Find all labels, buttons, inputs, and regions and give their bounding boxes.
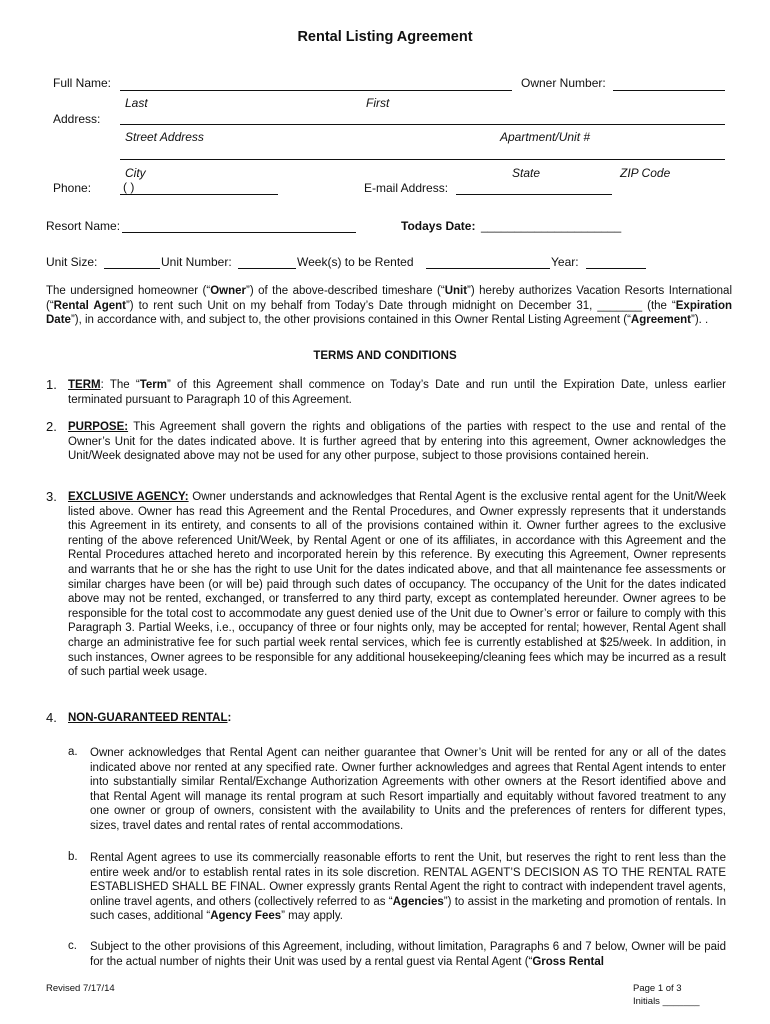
resort-name-label: Resort Name:: [46, 219, 121, 233]
section-4c-body: Subject to the other provisions of this Agreement, including, without limitation, Paragraphs 6 and 7 below, Owner will be paid for the actual number of nights their Unit was used by a rental guest via Rental Agent (“Gross Rental: [90, 941, 726, 968]
terms-heading: TERMS AND CONDITIONS: [313, 350, 457, 362]
street-address-field[interactable]: [120, 124, 725, 125]
owner-term: Owner: [210, 285, 247, 297]
section-1-heading: TERM: [68, 379, 101, 391]
expiration-date-term: Expiration Date: [46, 299, 732, 327]
section-4c-label: c.: [68, 940, 77, 952]
apartment-unit-caption: Apartment/Unit #: [500, 130, 591, 144]
revised-date: Revised 7/17/14: [46, 983, 115, 994]
section-4b-body: Rental Agent agrees to use its commercially reasonable efforts to rent the Unit, but reserves the right to rent less than the entire week and/or to establish rental rates in its sole discretion. RENTAL AGENT’S DECISION AS TO THE RENTAL RATE ESTABLISHED SHALL BE FINAL. Owner expressly grants Rental Agent the right to contract with independent travel agents, online travel agents, and others (collectively referred to as “Agencies”) to assist in the marketing and promotion of rentals. In such cases, additional “Agency Fees” may apply.: [90, 852, 726, 923]
address-label: Address:: [53, 112, 101, 126]
section-2-purpose: PURPOSE: This Agreement shall govern the rights and obligations of the parties with respect to the use and rental of the Owner’s Unit for the dates indicated above. It is further agreed that by entering into this agreement, Owner acknowledges the Unit/Week designated above may not be used for any other purpose, subject to those provisions contained herein.: [68, 421, 726, 463]
street-address-caption: Street Address: [125, 130, 204, 144]
phone-area-code: ( ): [123, 180, 135, 194]
unit-term: Unit: [444, 285, 468, 297]
section-4a-body: Owner acknowledges that Rental Agent can neither guarantee that Owner’s Unit will be rented for any or all of the dates indicated above nor rented at any specified rate. Owner further acknowledges and agrees that Rental Agent intends to enter into substantially similar Rental/Exchange Authorization Agreements with other owners at the Resort identified above and that Rental Agent will manage its rental program at such Resort impartially and equitably without favored treatment to any one owner or group of owners, consistent with the availability to Units and the preferences of renters for different types, sizes, travel dates and rental rates of rental accommodations.: [90, 747, 726, 832]
todays-date-label: Todays Date:: [401, 219, 476, 233]
section-4-number: 4.: [46, 710, 57, 725]
section-1-term: TERM: The “Term” of this Agreement shall commence on Today’s Date and run until the Expiration Date, unless earlier terminated pursuant to Paragraph 10 of this Agreement.: [68, 379, 726, 406]
initials-field[interactable]: Initials _______: [633, 996, 700, 1007]
section-3-number: 3.: [46, 489, 57, 504]
phone-label: Phone:: [53, 181, 92, 195]
full-name-field[interactable]: [120, 90, 512, 91]
section-4a-label: a.: [68, 746, 78, 758]
section-3-heading: EXCLUSIVE AGENCY:: [68, 491, 189, 503]
section-4-heading-line: NON-GUARANTEED RENTAL:: [68, 712, 232, 724]
agreement-term: Agreement: [630, 314, 691, 327]
weeks-rented-field[interactable]: [426, 268, 550, 269]
city-state-zip-field[interactable]: [120, 159, 725, 160]
zip-code-caption: ZIP Code: [620, 166, 671, 180]
phone-field[interactable]: [120, 194, 278, 195]
section-4-heading: NON-GUARANTEED RENTAL: [68, 712, 228, 724]
year-label: Year:: [551, 255, 579, 269]
resort-name-field[interactable]: [122, 232, 356, 233]
unit-size-field[interactable]: [104, 268, 160, 269]
page-number: Page 1 of 3: [633, 983, 682, 994]
email-field[interactable]: [456, 194, 612, 195]
todays-date-field[interactable]: _____________________: [481, 219, 622, 233]
document-title: Rental Listing Agreement: [297, 29, 473, 45]
owner-number-label: Owner Number:: [521, 76, 606, 90]
section-2-heading: PURPOSE:: [68, 421, 129, 433]
section-4b-label: b.: [68, 851, 78, 863]
section-1-number: 1.: [46, 377, 57, 392]
unit-size-label: Unit Size:: [46, 255, 98, 269]
weeks-rented-label: Week(s) to be Rented: [297, 255, 414, 269]
section-2-number: 2.: [46, 419, 57, 434]
unit-number-label: Unit Number:: [161, 255, 232, 269]
intro-paragraph: The undersigned homeowner (“Owner”) of the above-described timeshare (“Unit”) hereby authorizes Vacation Resorts International (“Rental Agent”) to rent such Unit on my behalf from Today’s Date through midnight on December 31, _______ (the “Expiration Date”), in accordance with, and subject to, the other provisions contained in this Owner Rental Listing Agreement (“Agreement”). .: [46, 285, 732, 327]
last-name-caption: Last: [125, 96, 148, 110]
state-caption: State: [512, 166, 541, 180]
first-name-caption: First: [366, 96, 390, 110]
section-3-exclusive-agency: EXCLUSIVE AGENCY: Owner understands and acknowledges that Rental Agent is the exclusive rental agent for the Unit/Week listed above. Owner has read this Agreement and the Rental Procedures, and Owner expressly represents that it understands this Agreement in its entirety, and consents to all of the provisions contained within it. Owner further agrees to the exclusive renting of the above referenced Unit/Week, by Rental Agent or one of its affiliates, in accordance with this Agreement and the Rental Procedures attached hereto and incorporated herein by this reference. By executing this Agreement, Owner represents and warrants that he or she has the right to use Unit for the dates indicated above, and that all maintenance fee assessments or similar charges have been (or will be) paid through such dates of occupancy. The occupancy of the Unit for the dates indicated above may not be rented, exchanged, or transferred to any third party, except as contemplated hereunder. Owner agrees to be responsible for the total cost to accommodate any guest denied use of the Unit due to Owner’s error or failure to comply with this Paragraph 3. Partial Weeks, i.e., occupancy of three or four nights only, may be accepted for rental; however, Rental Agent shall charge an administrative fee for such partial week rental services, which fee is currently established at $25/week. In addition, in such instances, Owner agrees to be responsible for any additional housekeeping/cleaning fees which may be incurred as a result of such partial week usage.: [68, 491, 726, 679]
year-field[interactable]: [586, 268, 646, 269]
rental-agent-term: Rental Agent: [53, 299, 126, 312]
full-name-label: Full Name:: [53, 76, 112, 90]
email-label: E-mail Address:: [364, 181, 449, 195]
owner-number-field[interactable]: [613, 90, 725, 91]
unit-number-field[interactable]: [238, 268, 296, 269]
city-caption: City: [125, 166, 146, 180]
